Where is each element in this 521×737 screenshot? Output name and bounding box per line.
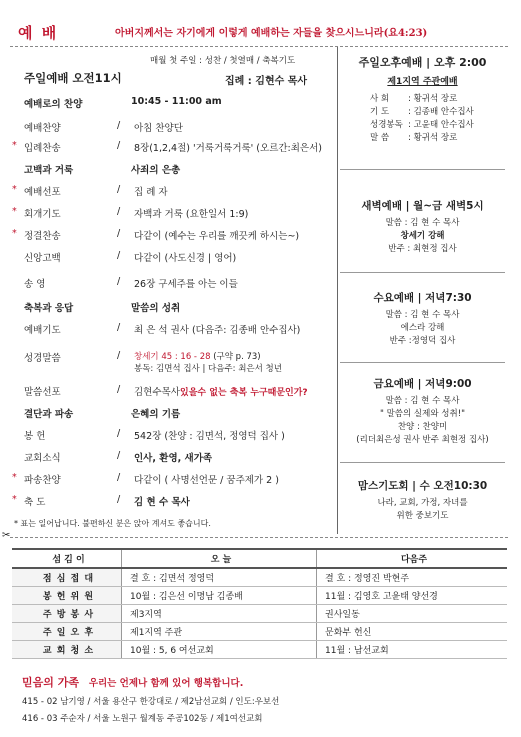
scripture-verse: 아버지께서는 자기에게 이렇게 예배하는 자들을 찾으시느니라(요4:23) [115, 28, 428, 39]
duty-row [12, 641, 507, 659]
wednesday-line: 말씀 : 김 현 수 목사 [385, 310, 460, 320]
duty-name: 주 방 봉 사 [12, 605, 122, 623]
program-label: 예배로의 찬양 [24, 99, 83, 110]
standing-mark: * [12, 228, 17, 239]
separator: / [117, 428, 121, 439]
program-value: 최 은 석 권사 (다음주: 김종배 안수집사) [134, 325, 301, 336]
duty-header: 섬 김 이 [12, 549, 122, 568]
duty-this-week: 10월 : 김은선 이명남 김종배 [122, 587, 317, 605]
program-value: 자백과 거룩 (요한일서 1:9) [134, 209, 249, 220]
friday-line: (리더최은성 권사 반주 최현정 집사) [356, 435, 489, 445]
duty-next-week: 11월 : 남선교회 [317, 641, 508, 659]
duty-name: 교 회 청 소 [12, 641, 122, 659]
program-label: 봉 헌 [24, 431, 46, 442]
family-entry: 416 - 03 주순자 / 서울 노원구 월계동 주공102동 / 제1여선교회 [22, 714, 263, 724]
dawn-service-box [340, 198, 505, 273]
afternoon-service-roles [340, 93, 505, 145]
monthly-note: 매월 첫 주일 : 성찬 / 첫열매 / 축복기도 [150, 56, 296, 66]
program-label: 입례찬송 [24, 143, 61, 154]
friday-service-title: 금요예배 | 저녁9:00 [373, 378, 472, 390]
program-value: 집 례 자 [134, 187, 168, 198]
duty-name: 봉 헌 위 원 [12, 587, 122, 605]
program-label: 고백과 거룩 [24, 165, 74, 176]
sermon-title: 있을수 없는 축복 누구때문인가? [180, 388, 308, 398]
role-name: 사 회 [370, 94, 390, 104]
program-value: 말씀의 성취 [131, 303, 181, 314]
separator: / [117, 322, 121, 333]
standing-mark: * [12, 140, 17, 151]
program-value: 은혜의 기름 [131, 409, 181, 420]
standing-mark: * [12, 494, 17, 505]
column-divider [337, 47, 338, 534]
separator: / [117, 140, 121, 151]
role-person: : 고윤태 안수집사 [408, 120, 474, 130]
friday-line: 말씀 : 김 현 수 목사 [385, 396, 460, 406]
program-value: 인사, 환영, 새가족 [134, 453, 213, 464]
separator: / [117, 184, 121, 195]
program-label: 회개기도 [24, 209, 61, 220]
separator: / [117, 228, 121, 239]
standing-note: * 표는 일어납니다. 불편하신 분은 앉아 계셔도 좋습니다. [14, 519, 211, 528]
duty-header: 오 늘 [122, 549, 317, 568]
program-value: 10:45 - 11:00 am [131, 96, 222, 107]
program-value: 다같이 ( 사명선언문 / 꿈주제가 2 ) [134, 475, 279, 486]
program-label: 축복과 응답 [24, 303, 74, 314]
duty-table [12, 548, 507, 659]
scripture-reading [134, 350, 261, 362]
separator: / [117, 450, 121, 461]
role-line [340, 132, 505, 145]
duty-row [12, 587, 507, 605]
separator: / [117, 384, 121, 395]
duty-row [12, 568, 507, 587]
duty-next-week: 문화부 헌신 [317, 623, 508, 641]
duty-this-week: 제3지역 [122, 605, 317, 623]
program-value: 542장 (찬양 : 김면석, 정영덕 집사 ) [134, 431, 285, 442]
family-entry: 415 - 02 남기영 / 서울 용산구 한강대로 / 제2남선교회 / 인도:우보선 [22, 697, 280, 707]
separator: / [117, 472, 121, 483]
wednesday-service-title: 수요예배 | 저녁7:30 [373, 292, 472, 304]
program-label: 예배찬양 [24, 123, 61, 134]
program-label: 교회소식 [24, 453, 61, 464]
scripture-reference: 창세기 45 : 16 - 28 [134, 352, 211, 362]
duty-header-row [12, 549, 507, 568]
duty-name: 점 심 접 대 [12, 568, 122, 587]
wednesday-line: 반주 :정영덕 집사 [389, 336, 456, 346]
section-title: 예 배 [18, 24, 59, 42]
program-label: 축 도 [24, 497, 46, 508]
role-person: : 김종배 안수집사 [408, 107, 474, 117]
program-value: 26장 구세주를 아는 이들 [134, 279, 238, 290]
wednesday-line: 에스라 강해 [400, 323, 445, 333]
program-value: 김 현 수 목사 [134, 497, 190, 508]
separator: / [117, 120, 121, 131]
moms-prayer-line: 위한 중보기도 [396, 511, 449, 521]
cut-line [10, 537, 508, 538]
standing-mark: * [12, 206, 17, 217]
friday-line: 찬양 : 찬양미 [397, 422, 448, 432]
dawn-line: 반주 : 최현정 집사 [388, 244, 457, 254]
program-label: 신앙고백 [24, 253, 61, 264]
role-name: 성경봉독 [370, 120, 403, 130]
friday-line: " 말씀의 실제와 성취!" [379, 409, 466, 419]
program-label: 정결찬송 [24, 231, 61, 242]
role-line [340, 93, 505, 106]
header-divider [10, 46, 508, 47]
duty-next-week: 권사일동 [317, 605, 508, 623]
footer-title [22, 674, 243, 690]
afternoon-service-box [340, 54, 505, 170]
duty-this-week: 10월 : 5, 6 여선교회 [122, 641, 317, 659]
role-person: : 황귀석 장로 [408, 94, 458, 104]
program-value: 사죄의 은총 [131, 165, 181, 176]
program-label: 예배선포 [24, 187, 61, 198]
footer-heading: 믿음의 가족 [22, 676, 79, 689]
dawn-line: 창세기 강해 [400, 231, 445, 241]
program-value: 다같이 (예수는 우리를 깨끗케 하시는~) [134, 231, 300, 242]
duty-this-week: 제1지역 주관 [122, 623, 317, 641]
role-name: 기 도 [370, 107, 390, 117]
service-title: 주일예배 오전11시 [24, 71, 122, 85]
duty-this-week: 결 호 : 김면석 정영덕 [122, 568, 317, 587]
standing-mark: * [12, 472, 17, 483]
duty-next-week: 11월 : 김영호 고윤태 양선경 [317, 587, 508, 605]
moms-prayer-line: 나라, 교회, 가정, 자녀를 [377, 498, 468, 508]
dawn-service-title: 새벽예배 | 월~금 새벽5시 [361, 200, 484, 212]
presider: 집례 : 김현수 목사 [225, 76, 308, 87]
program-value: 아침 찬양단 [134, 123, 183, 134]
duty-header: 다음주 [317, 549, 508, 568]
duty-row [12, 605, 507, 623]
program-label: 파송찬양 [24, 475, 61, 486]
footer-subtitle: 우리는 언제나 함께 있어 행복합니다. [88, 678, 244, 689]
scripture-page: (구약 p. 73) [210, 352, 261, 362]
duty-name: 주 일 오 후 [12, 623, 122, 641]
role-person: : 황귀석 장로 [408, 133, 458, 143]
duty-row [12, 623, 507, 641]
moms-prayer-title: 맘스기도회 | 수 오전10:30 [357, 480, 488, 492]
separator: / [117, 206, 121, 217]
program-label: 성경말씀 [24, 353, 61, 364]
friday-service-box [340, 376, 505, 463]
role-line [340, 106, 505, 119]
program-label: 예배기도 [24, 325, 61, 336]
separator: / [117, 250, 121, 261]
role-name: 말 씀 [370, 133, 390, 143]
program-value: 8장(1,2,4절) '거룩거룩거룩' (오르간:최은서) [134, 143, 322, 154]
duty-body [12, 568, 507, 659]
standing-mark: * [12, 184, 17, 195]
program-value: 다같이 (사도신경 | 영어) [134, 253, 237, 264]
separator: / [117, 350, 121, 361]
program-label: 결단과 파송 [24, 409, 74, 420]
program-label: 송 영 [24, 279, 46, 290]
afternoon-service-host: 제1지역 주관예배 [387, 77, 458, 87]
moms-prayer-box [340, 478, 505, 530]
duty-next-week: 결 호 : 정영진 박현주 [317, 568, 508, 587]
program-value: 김현수목사 [134, 387, 180, 398]
scripture-reader: 봉독: 김면석 집사 | 다음주: 최은서 청년 [134, 364, 282, 374]
dawn-line: 말씀 : 김 현 수 목사 [385, 218, 460, 228]
program-label: 말씀선포 [24, 387, 61, 398]
separator: / [117, 276, 121, 287]
scissors-icon: ✂ [2, 530, 11, 541]
afternoon-service-title: 주일오후예배 | 오후 2:00 [358, 56, 487, 69]
wednesday-service-box [340, 290, 505, 363]
separator: / [117, 494, 121, 505]
role-line [340, 119, 505, 132]
